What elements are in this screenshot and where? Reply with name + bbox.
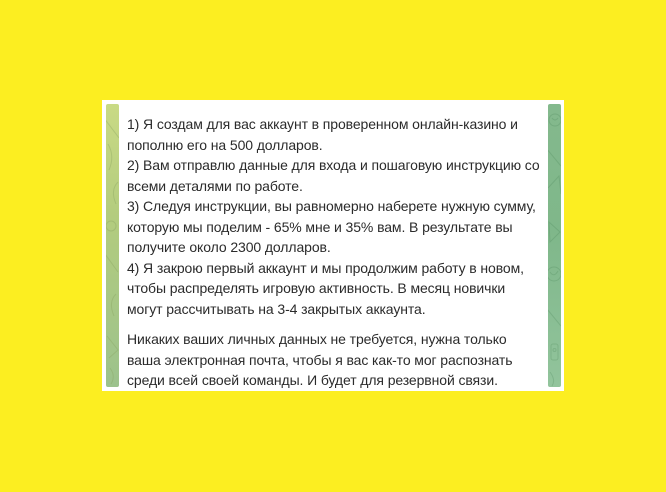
wallpaper-strip-left — [106, 104, 119, 387]
message-line: 4) Я закрою первый аккаунт и мы продолжим работу в новом, — [127, 259, 524, 276]
wallpaper-doodles-icon — [106, 104, 119, 387]
wallpaper-doodles-icon — [548, 104, 561, 387]
chat-message-screenshot — [102, 100, 564, 391]
message-line: всеми деталями по работе. — [127, 177, 303, 194]
message-text — [127, 114, 548, 391]
message-line: Никаких ваших личных данных не требуется, нужна только — [127, 331, 507, 347]
message-line: 2) Вам отправлю данные для входа и пошаговую инструкцию со — [127, 157, 540, 173]
wallpaper-strip-right — [548, 104, 561, 387]
message-line: могут рассчитывать на 3-4 закрытых аккаунта. — [127, 300, 426, 317]
message-line: 1) Я создам для вас аккаунт в проверенном онлайн-казино и — [127, 116, 518, 132]
message-line: ваша электронная почта, чтобы я вас как-то мог распознать — [127, 351, 513, 368]
message-line: среди всей своей команды. И будет для резервной связи. — [127, 372, 498, 388]
message-line: получите около 2300 долларов. — [127, 239, 331, 255]
message-line: чтобы распределять игровую активность. В месяц новички — [127, 280, 506, 296]
message-line: которую мы поделим - 65% мне и 35% вам. В результате вы — [127, 218, 513, 235]
message-line: 3) Следуя инструкции, вы равномерно наберете нужную сумму, — [127, 198, 536, 214]
message-line: пополню его на 500 долларов. — [127, 136, 323, 153]
